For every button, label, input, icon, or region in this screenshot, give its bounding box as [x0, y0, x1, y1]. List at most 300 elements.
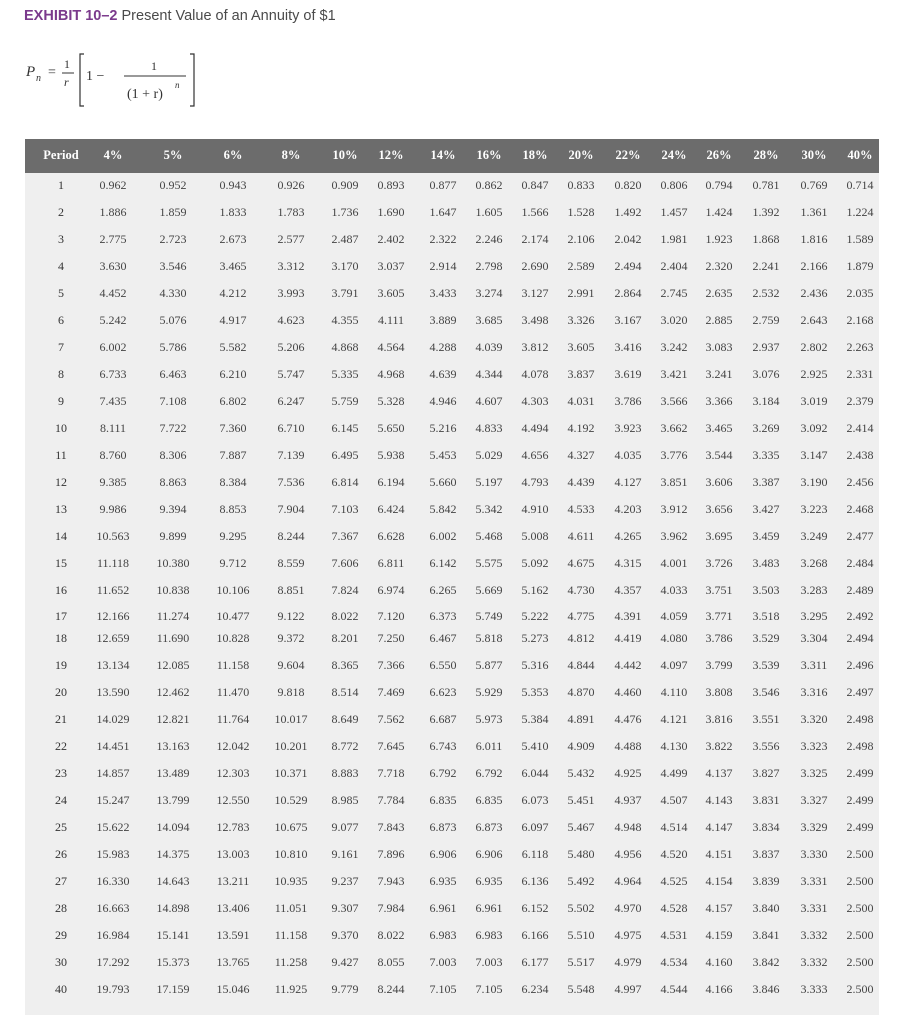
value-cell: 6.073 [521, 793, 549, 807]
value-cell: 4.514 [660, 820, 688, 834]
value-cell: 3.320 [800, 712, 828, 726]
value-cell: 6.733 [99, 367, 127, 381]
period-cell: 12 [55, 475, 67, 489]
value-cell: 7.824 [331, 583, 359, 597]
value-cell: 6.550 [429, 658, 457, 672]
period-cell: 40 [55, 982, 67, 996]
value-cell: 5.929 [475, 685, 503, 699]
value-cell: 4.531 [660, 928, 688, 942]
value-cell: 3.889 [429, 313, 457, 327]
value-cell: 10.838 [156, 583, 190, 597]
value-cell: 3.304 [800, 631, 828, 645]
value-cell: 3.020 [660, 313, 688, 327]
value-cell: 4.499 [660, 766, 688, 780]
value-cell: 6.935 [475, 874, 503, 888]
value-cell: 3.606 [705, 475, 733, 489]
value-cell: 1.361 [800, 205, 828, 219]
value-cell: 8.055 [377, 955, 405, 969]
value-cell: 1.528 [567, 205, 595, 219]
value-cell: 16.663 [96, 901, 130, 915]
value-cell: 4.059 [660, 609, 688, 623]
value-cell: 5.197 [475, 475, 503, 489]
header-rate: 40% [847, 148, 873, 162]
value-cell: 6.234 [521, 982, 549, 996]
header-rate: 6% [223, 148, 243, 162]
value-cell: 8.111 [99, 421, 127, 435]
value-cell: 3.387 [752, 475, 780, 489]
value-cell: 5.008 [521, 529, 549, 543]
formula-numerator-one: 1 [64, 57, 70, 71]
value-cell: 7.469 [377, 685, 405, 699]
value-cell: 6.142 [429, 556, 457, 570]
value-cell: 13.799 [156, 793, 190, 807]
formula-one-minus: 1 − [86, 69, 105, 84]
value-cell: 9.818 [277, 685, 305, 699]
value-cell: 3.242 [660, 340, 688, 354]
value-cell: 3.839 [752, 874, 780, 888]
value-cell: 4.868 [331, 340, 359, 354]
value-cell: 6.687 [429, 712, 457, 726]
value-cell: 4.534 [660, 955, 688, 969]
value-cell: 12.462 [156, 685, 190, 699]
value-cell: 4.948 [614, 820, 642, 834]
value-cell: 3.330 [800, 847, 828, 861]
value-cell: 2.499 [846, 766, 874, 780]
value-cell: 4.355 [331, 313, 359, 327]
value-cell: 12.783 [216, 820, 250, 834]
value-cell: 4.097 [660, 658, 688, 672]
value-cell: 6.814 [331, 475, 359, 489]
period-cell: 11 [55, 448, 67, 462]
period-cell: 6 [58, 313, 64, 327]
value-cell: 2.246 [475, 232, 503, 246]
exhibit-label: EXHIBIT 10–2 [24, 8, 118, 24]
value-cell: 5.749 [475, 609, 503, 623]
value-cell: 0.847 [521, 178, 549, 192]
value-cell: 5.453 [429, 448, 457, 462]
value-cell: 6.906 [475, 847, 503, 861]
period-cell: 17 [55, 609, 67, 623]
period-cell: 13 [55, 502, 67, 516]
value-cell: 5.242 [99, 313, 127, 327]
value-cell: 2.497 [846, 685, 874, 699]
value-cell: 2.643 [800, 313, 828, 327]
value-cell: 0.769 [800, 178, 828, 192]
value-cell: 2.499 [846, 820, 874, 834]
value-cell: 1.859 [159, 205, 187, 219]
value-cell: 2.635 [705, 286, 733, 300]
value-cell: 16.984 [96, 928, 130, 942]
value-cell: 6.145 [331, 421, 359, 435]
value-cell: 4.001 [660, 556, 688, 570]
value-cell: 3.311 [800, 658, 828, 672]
value-cell: 6.983 [475, 928, 503, 942]
value-cell: 9.161 [331, 847, 359, 861]
value-cell: 0.893 [377, 178, 405, 192]
value-cell: 4.154 [705, 874, 733, 888]
value-cell: 4.315 [614, 556, 642, 570]
value-cell: 5.468 [475, 529, 503, 543]
value-cell: 2.499 [846, 793, 874, 807]
value-cell: 3.269 [752, 421, 780, 435]
value-cell: 7.360 [219, 421, 247, 435]
value-cell: 5.575 [475, 556, 503, 570]
period-cell: 28 [55, 901, 67, 915]
value-cell: 6.247 [277, 394, 305, 408]
value-cell: 6.802 [219, 394, 247, 408]
value-cell: 14.375 [156, 847, 190, 861]
value-cell: 4.730 [567, 583, 595, 597]
value-cell: 3.846 [752, 982, 780, 996]
value-cell: 0.714 [846, 178, 874, 192]
value-cell: 4.111 [377, 313, 405, 327]
value-cell: 8.863 [159, 475, 187, 489]
value-cell: 3.283 [800, 583, 828, 597]
value-cell: 4.775 [567, 609, 595, 623]
value-cell: 2.798 [475, 259, 503, 273]
value-cell: 4.357 [614, 583, 642, 597]
value-cell: 7.943 [377, 874, 405, 888]
period-cell: 30 [55, 955, 67, 969]
value-cell: 4.391 [614, 609, 642, 623]
value-cell: 2.477 [846, 529, 874, 543]
value-cell: 3.332 [800, 955, 828, 969]
value-cell: 3.316 [800, 685, 828, 699]
value-cell: 6.935 [429, 874, 457, 888]
header-rate: 28% [753, 148, 779, 162]
value-cell: 8.559 [277, 556, 305, 570]
value-cell: 13.134 [96, 658, 130, 672]
value-cell: 15.141 [156, 928, 190, 942]
value-cell: 3.483 [752, 556, 780, 570]
value-cell: 2.500 [846, 901, 874, 915]
value-cell: 2.690 [521, 259, 549, 273]
value-cell: 6.961 [475, 901, 503, 915]
value-cell: 14.451 [96, 739, 130, 753]
value-cell: 7.784 [377, 793, 405, 807]
value-cell: 0.862 [475, 178, 503, 192]
value-cell: 12.821 [156, 712, 190, 726]
value-cell: 0.781 [752, 178, 780, 192]
value-cell: 2.500 [846, 955, 874, 969]
value-cell: 4.870 [567, 685, 595, 699]
formula-inner-one: 1 [151, 59, 157, 73]
period-cell: 14 [55, 529, 67, 543]
value-cell: 6.177 [521, 955, 549, 969]
formula-denominator-r: r [64, 75, 69, 89]
value-cell: 2.402 [377, 232, 405, 246]
value-cell: 2.404 [660, 259, 688, 273]
value-cell: 3.335 [752, 448, 780, 462]
period-cell: 26 [55, 847, 67, 861]
value-cell: 11.690 [156, 631, 190, 645]
value-cell: 3.923 [614, 421, 642, 435]
value-cell: 11.925 [274, 982, 308, 996]
value-cell: 3.323 [800, 739, 828, 753]
value-cell: 2.494 [846, 631, 874, 645]
value-cell: 4.793 [521, 475, 549, 489]
value-cell: 5.517 [567, 955, 595, 969]
value-cell: 2.673 [219, 232, 247, 246]
value-cell: 1.833 [219, 205, 247, 219]
value-cell: 8.883 [331, 766, 359, 780]
value-cell: 7.366 [377, 658, 405, 672]
value-cell: 2.168 [846, 313, 874, 327]
value-cell: 0.909 [331, 178, 359, 192]
value-cell: 9.372 [277, 631, 305, 645]
value-cell: 3.799 [705, 658, 733, 672]
value-cell: 3.834 [752, 820, 780, 834]
header-rate: 12% [378, 148, 404, 162]
value-cell: 4.137 [705, 766, 733, 780]
value-cell: 4.507 [660, 793, 688, 807]
value-cell: 9.307 [331, 901, 359, 915]
value-cell: 4.611 [567, 529, 595, 543]
value-cell: 5.216 [429, 421, 457, 435]
value-cell: 3.662 [660, 421, 688, 435]
value-cell: 2.042 [614, 232, 642, 246]
value-cell: 0.794 [705, 178, 733, 192]
value-cell: 3.147 [800, 448, 828, 462]
value-cell: 13.406 [216, 901, 250, 915]
value-cell: 6.467 [429, 631, 457, 645]
value-cell: 7.984 [377, 901, 405, 915]
value-cell: 14.857 [96, 766, 130, 780]
value-cell: 2.991 [567, 286, 595, 300]
value-cell: 2.589 [567, 259, 595, 273]
value-cell: 7.003 [429, 955, 457, 969]
value-cell: 12.042 [216, 739, 250, 753]
value-cell: 2.500 [846, 982, 874, 996]
value-cell: 4.288 [429, 340, 457, 354]
value-cell: 1.424 [705, 205, 733, 219]
exhibit-caption: Present Value of an Annuity of $1 [121, 8, 336, 24]
value-cell: 10.935 [274, 874, 308, 888]
value-cell: 3.566 [660, 394, 688, 408]
value-cell: 3.993 [277, 286, 305, 300]
value-cell: 8.649 [331, 712, 359, 726]
value-cell: 7.103 [331, 502, 359, 516]
value-cell: 6.628 [377, 529, 405, 543]
value-cell: 3.427 [752, 502, 780, 516]
value-cell: 5.582 [219, 340, 247, 354]
value-cell: 3.518 [752, 609, 780, 623]
value-cell: 2.331 [846, 367, 874, 381]
value-cell: 2.174 [521, 232, 549, 246]
value-cell: 10.106 [216, 583, 250, 597]
value-cell: 3.274 [475, 286, 503, 300]
value-cell: 8.514 [331, 685, 359, 699]
value-cell: 12.303 [216, 766, 250, 780]
value-cell: 3.812 [521, 340, 549, 354]
value-cell: 6.097 [521, 820, 549, 834]
value-cell: 4.968 [377, 367, 405, 381]
value-cell: 15.622 [96, 820, 130, 834]
value-cell: 4.031 [567, 394, 595, 408]
annuity-formula [24, 48, 224, 112]
value-cell: 3.840 [752, 901, 780, 915]
value-cell: 4.925 [614, 766, 642, 780]
value-cell: 1.492 [614, 205, 642, 219]
value-cell: 15.247 [96, 793, 130, 807]
period-cell: 1 [58, 178, 64, 192]
exhibit-title [24, 8, 336, 24]
value-cell: 3.241 [705, 367, 733, 381]
value-cell: 4.151 [705, 847, 733, 861]
value-cell: 5.316 [521, 658, 549, 672]
value-cell: 7.722 [159, 421, 187, 435]
value-cell: 4.975 [614, 928, 642, 942]
value-cell: 4.564 [377, 340, 405, 354]
value-cell: 4.160 [705, 955, 733, 969]
header-rate: 24% [661, 148, 687, 162]
value-cell: 3.962 [660, 529, 688, 543]
value-cell: 2.577 [277, 232, 305, 246]
value-cell: 0.833 [567, 178, 595, 192]
value-cell: 3.529 [752, 631, 780, 645]
value-cell: 13.489 [156, 766, 190, 780]
value-cell: 4.327 [567, 448, 595, 462]
value-cell: 2.775 [99, 232, 127, 246]
value-cell: 5.510 [567, 928, 595, 942]
value-cell: 5.818 [475, 631, 503, 645]
period-cell: 20 [55, 685, 67, 699]
value-cell: 6.743 [429, 739, 457, 753]
value-cell: 3.498 [521, 313, 549, 327]
value-cell: 1.690 [377, 205, 405, 219]
period-cell: 18 [55, 631, 67, 645]
value-cell: 1.879 [846, 259, 874, 273]
value-cell: 8.022 [331, 609, 359, 623]
header-rate: 30% [801, 148, 827, 162]
value-cell: 3.546 [752, 685, 780, 699]
value-cell: 0.926 [277, 178, 305, 192]
formula-lhs: P [26, 64, 36, 80]
value-cell: 14.898 [156, 901, 190, 915]
header-rate: 14% [430, 148, 456, 162]
value-cell: 3.167 [614, 313, 642, 327]
formula-lhs-sub: n [36, 73, 41, 84]
value-cell: 4.494 [521, 421, 549, 435]
period-cell: 8 [58, 367, 64, 381]
value-cell: 11.051 [274, 901, 308, 915]
value-cell: 5.273 [521, 631, 549, 645]
period-cell: 29 [55, 928, 67, 942]
period-cell: 2 [58, 205, 64, 219]
value-cell: 5.451 [567, 793, 595, 807]
value-cell: 3.827 [752, 766, 780, 780]
value-cell: 4.544 [660, 982, 688, 996]
value-cell: 3.465 [219, 259, 247, 273]
value-cell: 3.630 [99, 259, 127, 273]
value-cell: 5.342 [475, 502, 503, 516]
value-cell: 2.500 [846, 874, 874, 888]
period-cell: 23 [55, 766, 67, 780]
value-cell: 4.039 [475, 340, 503, 354]
period-cell: 22 [55, 739, 67, 753]
value-cell: 1.224 [846, 205, 874, 219]
value-cell: 1.457 [660, 205, 688, 219]
value-cell: 4.520 [660, 847, 688, 861]
annuity-table [25, 139, 879, 1015]
value-cell: 13.590 [96, 685, 130, 699]
value-cell: 1.923 [705, 232, 733, 246]
value-cell: 5.938 [377, 448, 405, 462]
header-rate: 20% [568, 148, 594, 162]
value-cell: 5.786 [159, 340, 187, 354]
value-cell: 3.837 [752, 847, 780, 861]
value-cell: 10.529 [274, 793, 308, 807]
value-cell: 10.371 [274, 766, 308, 780]
value-cell: 4.528 [660, 901, 688, 915]
header-rate: 22% [615, 148, 641, 162]
value-cell: 3.539 [752, 658, 780, 672]
value-cell: 5.467 [567, 820, 595, 834]
value-cell: 0.952 [159, 178, 187, 192]
period-cell: 27 [55, 874, 67, 888]
period-cell: 7 [58, 340, 64, 354]
value-cell: 5.660 [429, 475, 457, 489]
value-cell: 3.546 [159, 259, 187, 273]
value-cell: 7.896 [377, 847, 405, 861]
value-cell: 3.326 [567, 313, 595, 327]
value-cell: 3.327 [800, 793, 828, 807]
value-cell: 8.772 [331, 739, 359, 753]
value-cell: 2.759 [752, 313, 780, 327]
value-cell: 7.139 [277, 448, 305, 462]
value-cell: 4.143 [705, 793, 733, 807]
value-cell: 6.166 [521, 928, 549, 942]
value-cell: 2.802 [800, 340, 828, 354]
value-cell: 2.498 [846, 712, 874, 726]
value-cell: 0.877 [429, 178, 457, 192]
period-cell: 10 [55, 421, 67, 435]
value-cell: 8.244 [277, 529, 305, 543]
value-cell: 0.943 [219, 178, 247, 192]
value-cell: 6.194 [377, 475, 405, 489]
value-cell: 4.419 [614, 631, 642, 645]
value-cell: 6.495 [331, 448, 359, 462]
value-cell: 5.029 [475, 448, 503, 462]
value-cell: 1.566 [521, 205, 549, 219]
value-cell: 4.157 [705, 901, 733, 915]
value-cell: 3.786 [614, 394, 642, 408]
value-cell: 3.249 [800, 529, 828, 543]
value-cell: 3.312 [277, 259, 305, 273]
value-cell: 4.212 [219, 286, 247, 300]
value-cell: 7.536 [277, 475, 305, 489]
value-cell: 2.166 [800, 259, 828, 273]
value-cell: 2.496 [846, 658, 874, 672]
value-cell: 1.886 [99, 205, 127, 219]
value-cell: 7.105 [429, 982, 457, 996]
value-cell: 3.170 [331, 259, 359, 273]
value-cell: 3.751 [705, 583, 733, 597]
value-cell: 6.974 [377, 583, 405, 597]
value-cell: 15.046 [216, 982, 250, 996]
value-cell: 6.152 [521, 901, 549, 915]
value-cell: 8.244 [377, 982, 405, 996]
value-cell: 5.669 [475, 583, 503, 597]
value-cell: 2.241 [752, 259, 780, 273]
value-cell: 3.786 [705, 631, 733, 645]
value-cell: 7.606 [331, 556, 359, 570]
header-rate: 8% [281, 148, 301, 162]
value-cell: 6.623 [429, 685, 457, 699]
value-cell: 2.925 [800, 367, 828, 381]
value-cell: 4.917 [219, 313, 247, 327]
value-cell: 2.468 [846, 502, 874, 516]
